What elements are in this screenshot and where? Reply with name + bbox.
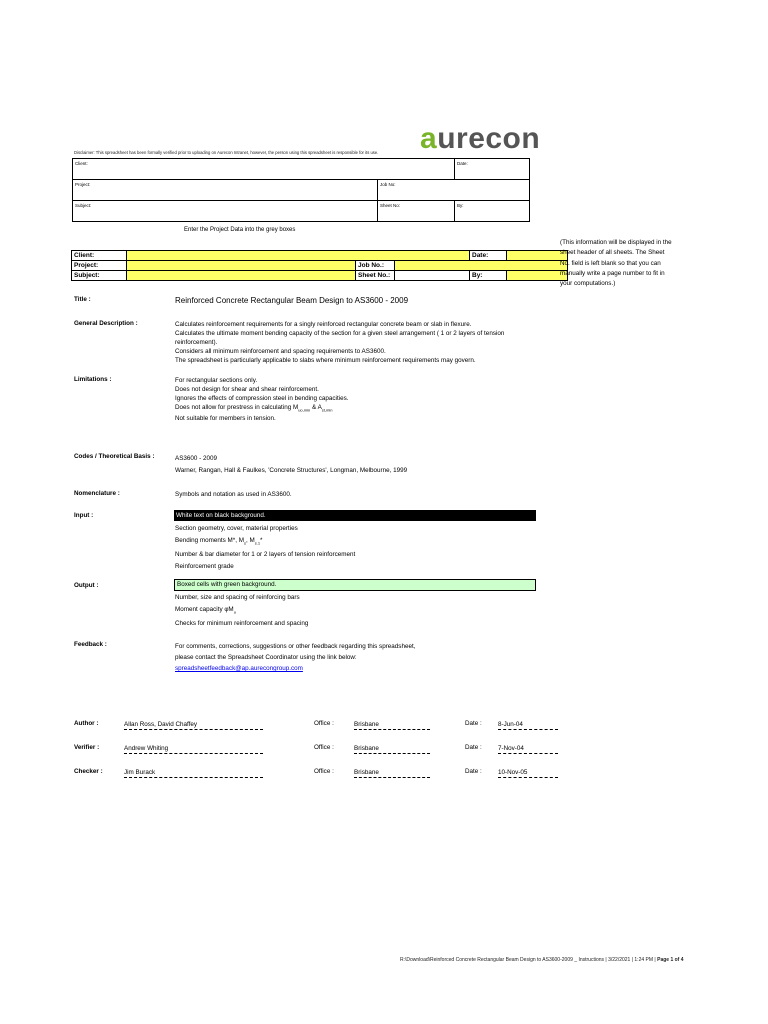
header-subject: Subject: (73, 201, 378, 222)
subject-label: Subject: (72, 271, 127, 281)
signoff-table (74, 720, 534, 792)
input-legend-box: White text on black background. (174, 510, 536, 521)
codes-label: Codes / Theoretical Basis : (74, 453, 155, 460)
input-list: Section geometry, cover, material properties Bending moments M*, $M_s$, $M_{s.1}*$ Number & bar diameter for 1 or 2 layers of tension reinforcement Reinforcement grade (175, 525, 356, 571)
signoff-row-checker: Checker : Jim Burack Office : Brisbane Date : 10-Nov-05 (74, 768, 534, 792)
subject-input[interactable] (127, 271, 356, 281)
signoff-row-author: Author : Allan Ross, David Chaffey Office : Brisbane Date : 8-Jun-04 (74, 720, 534, 744)
header-job-no: Job No: (378, 180, 530, 201)
general-description: Calculates reinforcement requirements for a singly reinforced rectangular concrete beam or slab in flexure. Calculates the ultimate moment bending capacity of the section for a given steel arrangement ( 1 or 2 layers of tension reinforcement). Considers all minimum reinforcement and spacing requirements to AS3600. The spreadsheet is particularly applicable to slabs where minimum reinforcement requirements may govern. (175, 321, 505, 364)
header-date: Date: (455, 159, 530, 180)
disclaimer: Disclaimer: This spreadsheet has been formally verified prior to uploading on Aurecon Intranet, however, the person using this spreadsheet is responsible for its use. (74, 150, 379, 155)
limitations-list: For rectangular sections only. Does not design for shear and shear reinforcement. Ignores the effects of compression steel in bending capacities. Does not allow for prestress in calculating $M_{uo,min}$ & $A_{st,min}$ Not suitable for members in tension. (175, 377, 349, 423)
output-list: Number, size and spacing of reinforcing bars Moment capacity $\varphi M_u$ Checks for minimum reinforcement and spacing (175, 594, 309, 628)
sheet-header-table (72, 158, 530, 222)
limitations-label: Limitations : (74, 376, 112, 383)
project-data-table (71, 250, 568, 281)
date-input[interactable] (507, 251, 568, 261)
client-label: Client: (72, 251, 127, 261)
nomenclature-label: Nomenclature : (74, 490, 120, 497)
signoff-row-verifier: Verifier : Andrew Whiting Office : Brisbane Date : 7-Nov-04 (74, 744, 534, 768)
page-footer: R:\Download\Reinforced Concrete Rectangular Beam Design to AS3600-2009 _ Instructions | 3/22/2021 | 1:24 PM | Page 1 of 4 (400, 957, 684, 963)
header-sheet-no: Sheet No: (378, 201, 455, 222)
feedback-label: Feedback : (74, 641, 107, 648)
feedback-text: For comments, corrections, suggestions or other feedback regarding this spreadsheet, please contact the Spreadsheet Coordinator using the link below: spreadsheetfeedback@ap.aurecongroup.com (175, 643, 416, 672)
input-label: Input : (74, 512, 94, 519)
codes-list: AS3600 - 2009 Warner, Rangan, Hall & Faulkes, 'Concrete Structures', Longman, Melbourne, 1999 (175, 455, 408, 474)
feedback-email-link[interactable]: spreadsheetfeedback@ap.aurecongroup.com (175, 665, 303, 672)
header-client: Client: (73, 159, 455, 180)
sheet-no-label: Sheet No.: (356, 271, 395, 281)
general-label: General Description : (74, 320, 138, 327)
nomenclature-value: Symbols and notation as used in AS3600. (175, 491, 292, 498)
by-input[interactable] (507, 271, 568, 281)
instruction: Enter the Project Data into the grey boxes (184, 227, 296, 233)
job-no-input[interactable] (395, 261, 568, 271)
project-input[interactable] (127, 261, 356, 271)
header-project: Project: (73, 180, 378, 201)
project-label: Project: (72, 261, 127, 271)
job-no-label: Job No.: (356, 261, 395, 271)
client-input[interactable] (127, 251, 470, 261)
side-note: (This information will be displayed in the sheet header of all sheets. The Sheet No. field is left blank so that you can manually write a page number to fit in your computations.) (560, 239, 672, 288)
title-label: Title : (74, 296, 91, 303)
page-number: Page 1 of 4 (657, 957, 684, 963)
aurecon-logo: aurecon (420, 122, 541, 155)
output-legend-box: Boxed cells with green background. (174, 579, 536, 591)
by-label: By: (470, 271, 507, 281)
output-label: Output : (74, 582, 99, 589)
sheet-no-cell (395, 271, 470, 281)
date-label: Date: (470, 251, 507, 261)
header-by: By: (455, 201, 530, 222)
title-value: Reinforced Concrete Rectangular Beam Design to AS3600 - 2009 (175, 296, 409, 305)
